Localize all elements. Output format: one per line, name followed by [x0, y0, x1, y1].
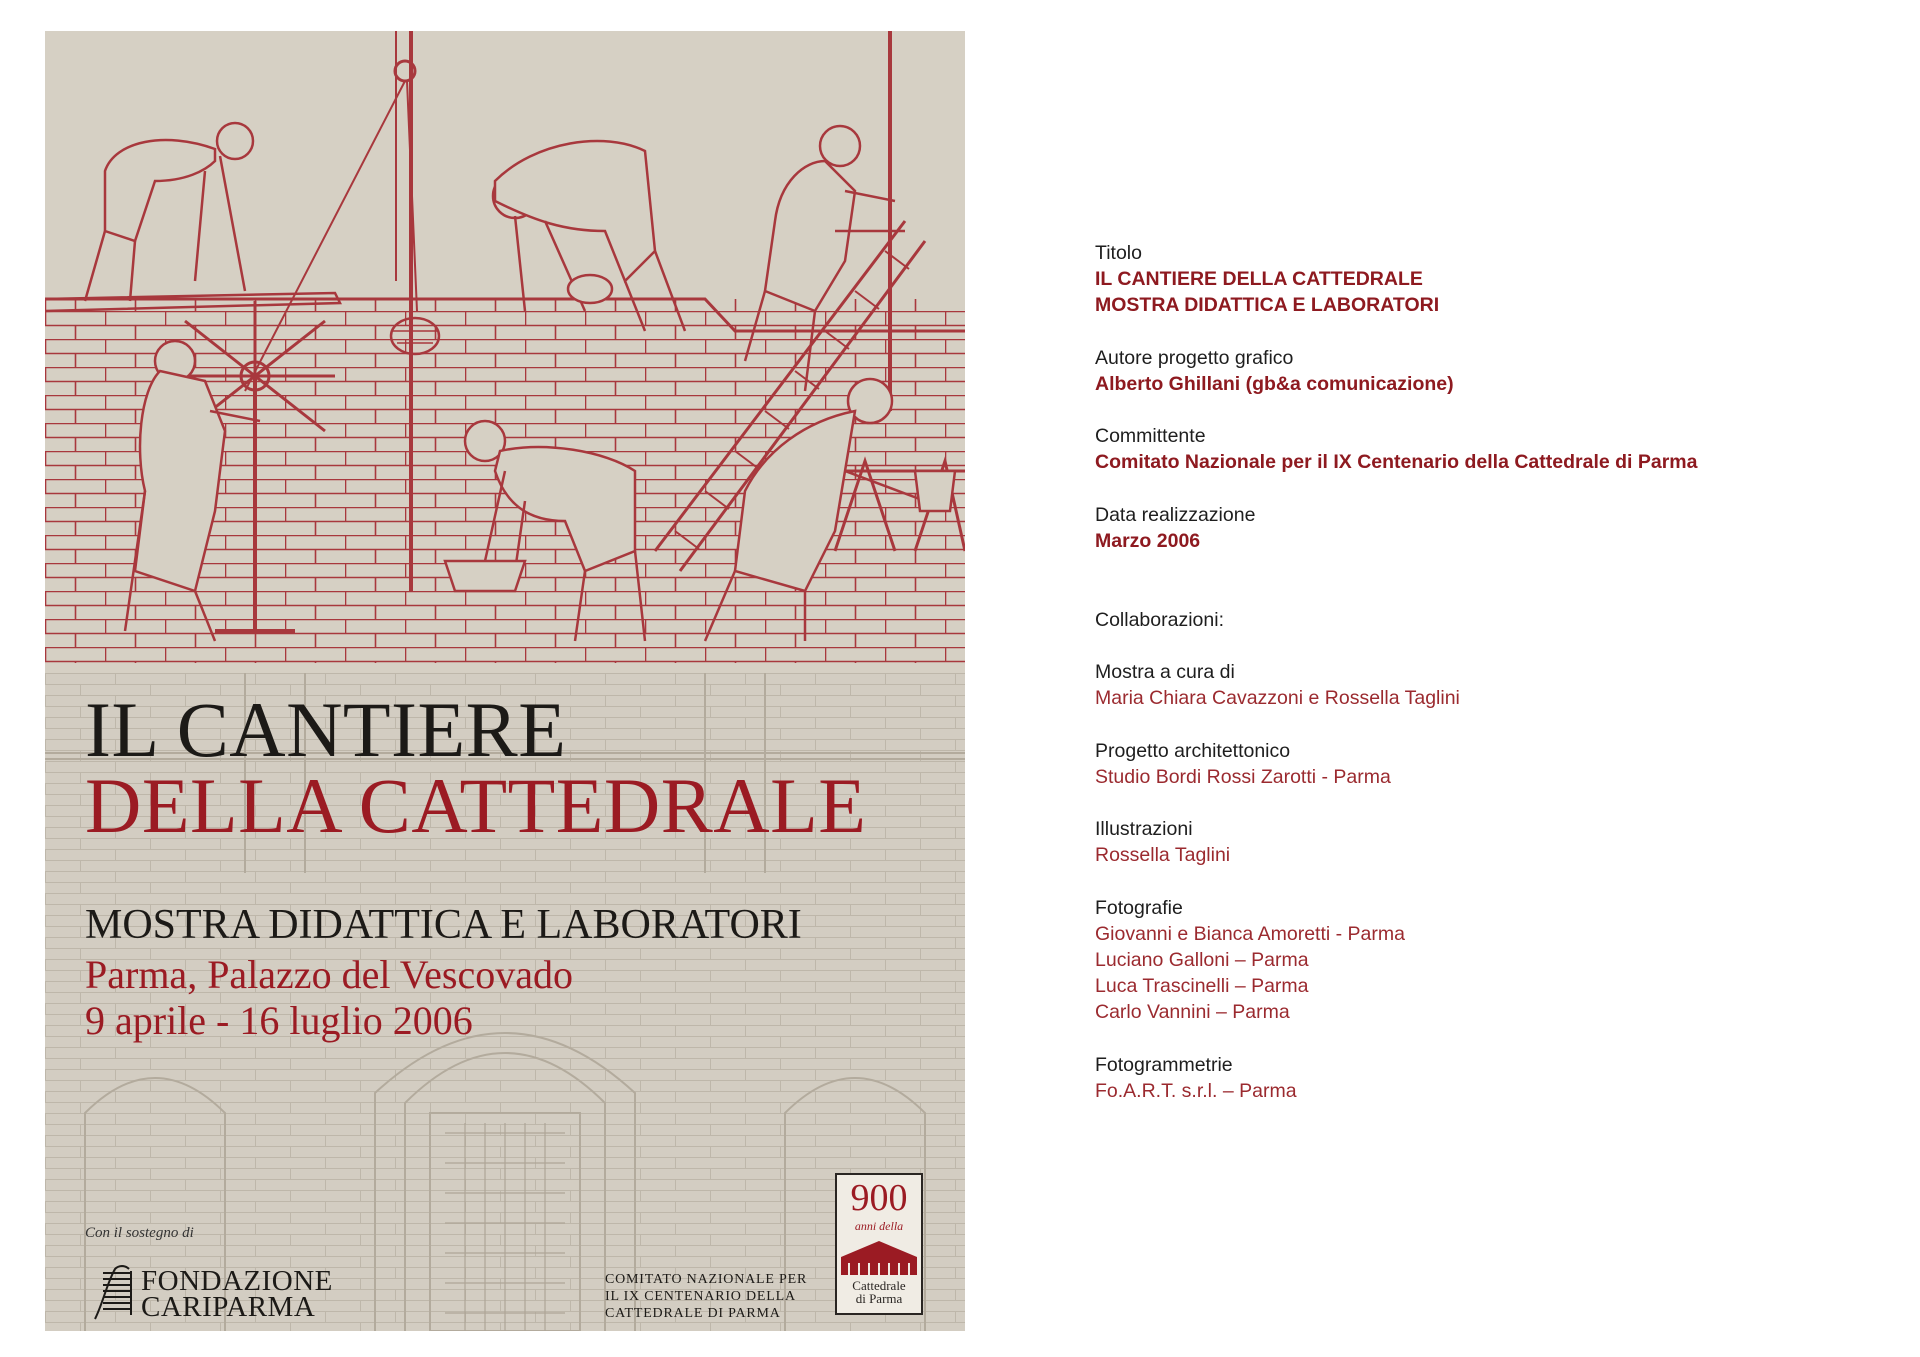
poster-title-line1: IL CANTIERE: [85, 686, 567, 773]
comitato-text: [605, 1271, 807, 1322]
logo-line2: di Parma: [855, 1291, 903, 1306]
mostra-label: Mostra a cura di: [1095, 661, 1235, 683]
titolo-value-2: MOSTRA DIDATTICA E LABORATORI: [1095, 294, 1440, 316]
logo-text: [837, 1279, 921, 1305]
fondazione-cariparma-logo: [85, 1263, 355, 1321]
title-panel: [45, 673, 965, 1331]
sponsor-line1: FONDAZIONE: [141, 1265, 333, 1297]
committente-label: Committente: [1095, 425, 1206, 447]
committente-value: Comitato Nazionale per il IX Centenario della Cattedrale di Parma: [1095, 451, 1698, 473]
progetto-label: Progetto architettonico: [1095, 740, 1291, 762]
support-label: Con il sostegno di: [85, 1225, 194, 1241]
fotogrammetrie-label: Fotogrammetrie: [1095, 1054, 1233, 1076]
poster-title-line2: DELLA CATTEDRALE: [85, 762, 867, 849]
illustrazioni-value: Rossella Taglini: [1095, 844, 1231, 866]
poster: [45, 31, 965, 1331]
data-value: Marzo 2006: [1095, 530, 1201, 552]
data-label: Data realizzazione: [1095, 504, 1256, 526]
autore-value: Alberto Ghillani (gb&a comunicazione): [1095, 373, 1454, 395]
comitato-line: IL IX CENTENARIO DELLA: [605, 1289, 796, 1304]
comitato-line: COMITATO NAZIONALE PER: [605, 1272, 808, 1287]
poster-subtitle: MOSTRA DIDATTICA E LABORATORI: [85, 902, 802, 948]
poster-dates: 9 aprile - 16 luglio 2006: [85, 998, 473, 1043]
cathedral-icon: [837, 1237, 921, 1277]
centenario-logo: [835, 1173, 923, 1315]
titolo-label: Titolo: [1095, 242, 1142, 264]
comitato-line: CATTEDRALE DI PARMA: [605, 1306, 781, 1321]
fotografie-value: Giovanni e Bianca Amoretti - Parma: [1095, 923, 1405, 945]
poster-venue: Parma, Palazzo del Vescovado: [85, 952, 573, 997]
collaborazioni-label: Collaborazioni:: [1095, 609, 1224, 631]
fotografie-value: Carlo Vannini – Parma: [1095, 1001, 1290, 1023]
fotogrammetrie-value: Fo.A.R.T. s.r.l. – Parma: [1095, 1080, 1297, 1102]
progetto-value: Studio Bordi Rossi Zarotti - Parma: [1095, 766, 1391, 788]
fotografie-value: Luca Trascinelli – Parma: [1095, 975, 1309, 997]
fotografie-label: Fotografie: [1095, 897, 1183, 919]
titolo-value-1: IL CANTIERE DELLA CATTEDRALE: [1095, 268, 1423, 290]
fotografie-value: Luciano Galloni – Parma: [1095, 949, 1309, 971]
illustrazioni-label: Illustrazioni: [1095, 818, 1193, 840]
medieval-builders-illustration: [45, 31, 965, 667]
sponsor-line2: CARIPARMA: [141, 1291, 316, 1323]
logo-number: 900: [850, 1177, 908, 1219]
fondazione-mark-icon: [85, 1263, 135, 1321]
illustration-panel: [45, 31, 965, 667]
mostra-value: Maria Chiara Cavazzoni e Rossella Taglini: [1095, 687, 1460, 709]
logo-anni: anni della: [854, 1219, 904, 1233]
logo-line1: Cattedrale: [852, 1278, 906, 1293]
autore-label: Autore progetto grafico: [1095, 347, 1294, 369]
